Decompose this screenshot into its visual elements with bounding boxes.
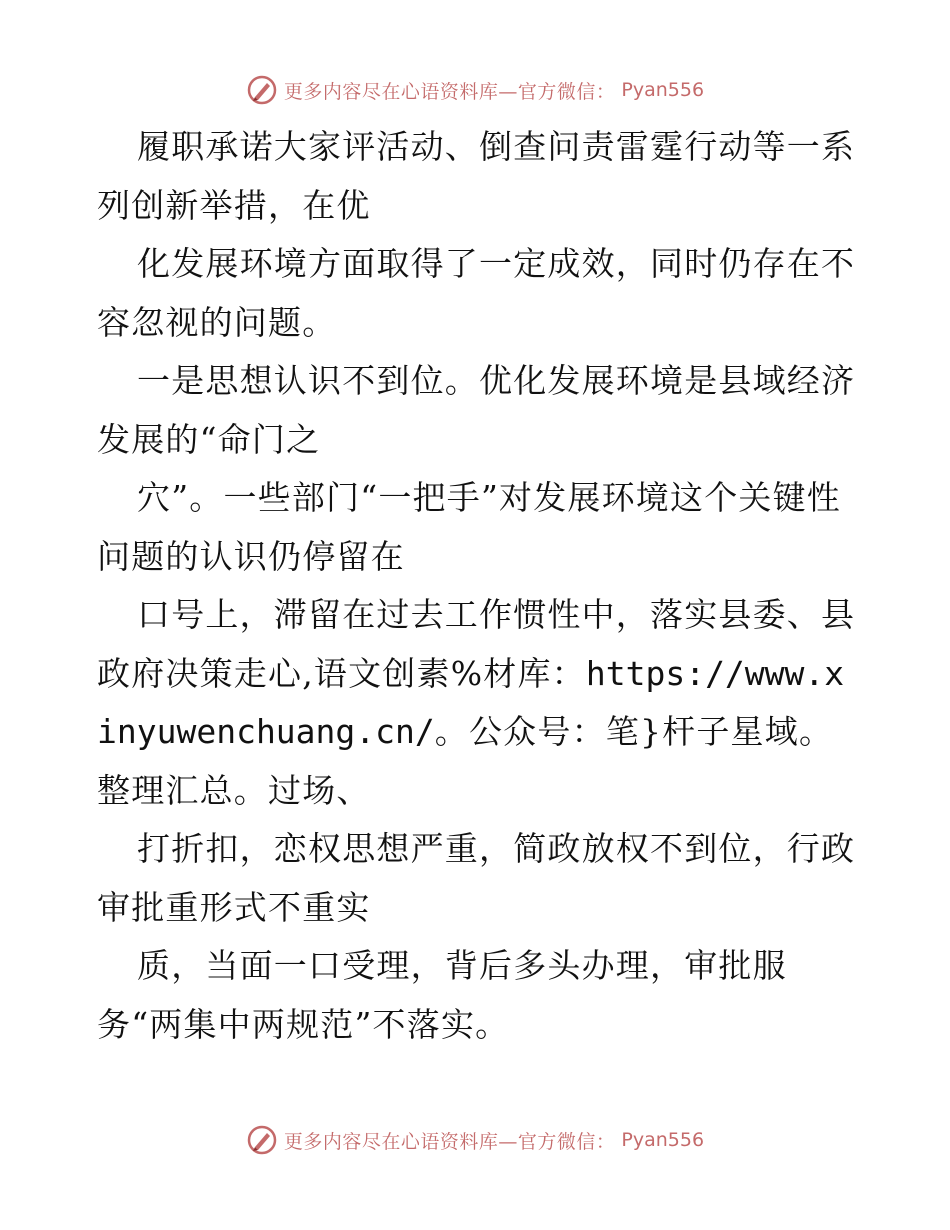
source-url-text: https://www.xinyuwenchuang.cn/ — [97, 653, 845, 751]
paragraph-5-text: 口号上，滞留在过去工作惯性中，落实县委、县政府决策走心,语文创素%材库： — [97, 595, 856, 693]
header-banner-text: 更多内容尽在心语资料库—官方微信： — [283, 80, 616, 103]
paragraph-7: 质，当面一口受理，背后多头办理，审批服务“两集中两规范”不落实。 — [97, 946, 787, 1044]
paragraph-1: 履职承诺大家评活动、倒查问责雷霆行动等一系列创新举措，在优 — [97, 127, 856, 225]
paragraph-6: 打折扣，恋权思想严重，简政放权不到位，行政审批重形式不重实 — [97, 829, 856, 927]
footer-wechat-id: Pyan556 — [621, 1129, 705, 1151]
pen-circle-logo-icon — [246, 74, 278, 106]
paragraph-4: 穴”。一些部门“一把手”对发展环境这个关键性问题的认识仍停留在 — [97, 478, 842, 576]
document-body — [97, 118, 857, 1054]
footer-banner — [0, 1120, 950, 1160]
paragraph-3: 一是思想认识不到位。优化发展环境是县域经济发展的“命门之 — [97, 361, 856, 459]
footer-banner-text: 更多内容尽在心语资料库—官方微信： — [283, 1130, 616, 1153]
header-banner — [0, 70, 950, 110]
paragraph-2: 化发展环境方面取得了一定成效，同时仍存在不容忽视的问题。 — [97, 244, 856, 342]
paragraph-5-tail: 。公众号：笔}杆子星域。整理汇总。过场、 — [97, 712, 834, 810]
paragraph-5 — [97, 586, 857, 820]
pen-circle-logo-icon — [246, 1124, 278, 1156]
header-wechat-id: Pyan556 — [621, 79, 705, 101]
